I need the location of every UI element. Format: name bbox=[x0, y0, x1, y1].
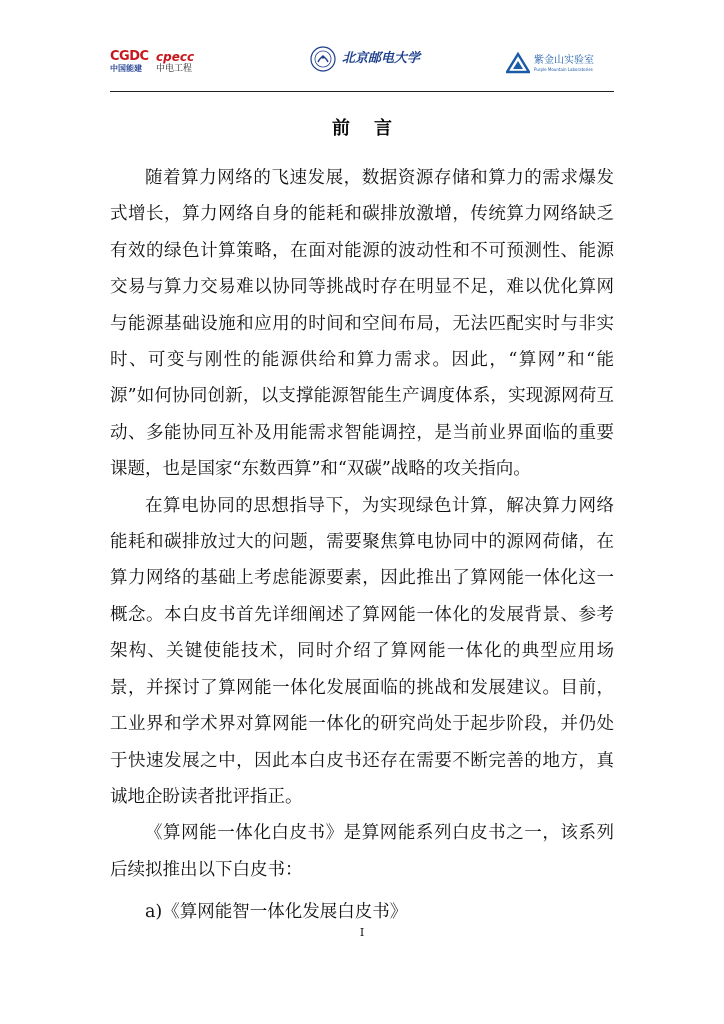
mountain-icon bbox=[506, 52, 530, 74]
bupt-emblem-icon bbox=[310, 46, 336, 72]
paragraph: 《算网能一体化白皮书》是算网能系列白皮书之一，该系列后续拟推出以下白皮书： bbox=[110, 823, 614, 880]
bupt-logo bbox=[310, 46, 420, 72]
list-item: a)《算网能智一体化发展白皮书》 bbox=[145, 902, 408, 923]
bupt-logo-cn: 北京邮电大学 bbox=[342, 51, 421, 66]
paragraph: 在算电协同的思想指导下，为实现绿色计算，解决算力网络能耗和碳排放过大的问题，需要聚焦算电协同中的源网荷储，在算力网络的基础上考虑能源要素，因此推出了算网能一体化这一概念。本白皮书首先详细阐述了算网能一体化的发展背景、参考架构、关键使能技术，同时介绍了算网能一体化的典型应用场景，并探讨了算网能一体化发展面临的挑战和发展建议。目前，工业界和学术界对算网能一体化的研究尚处于起步阶段，并仍处于快速发展之中，因此本白皮书还存在需要不断完善的地方，真诚地企盼读者批评指正。 bbox=[110, 495, 614, 807]
paragraph: 随着算力网络的飞速发展，数据资源存储和算力的需求爆发式增长，算力网络自身的能耗和碳排放激增，传统算力网络缺乏有效的绿色计算策略，在面对能源的波动性和不可预测性、能源交易与算力交易难以协同等挑战时存在明显不足，难以优化算网与能源基础设施和应用的时间和空间布局，无法匹配实时与非实时、可变与刚性的能源供给和算力需求。因此，“算网”和“能源”如何协同创新，以支撑能源智能生产调度体系，实现源网荷互动、多能协同互补及用能需求智能调控，是当前业界面临的重要课题，也是国家“东数西算”和“双碳”战略的攻关指向。 bbox=[110, 168, 614, 480]
pml-logo bbox=[506, 52, 594, 74]
pml-logo-en: Purple Mountain Laboratories bbox=[534, 66, 593, 72]
body-text bbox=[110, 160, 614, 931]
page-number: I bbox=[359, 926, 365, 939]
pml-logo-cn: 紫金山实验室 bbox=[534, 54, 594, 66]
page-title: 前言 bbox=[332, 118, 416, 139]
page-header bbox=[110, 44, 614, 90]
header-divider bbox=[110, 91, 614, 92]
cgdc-logo bbox=[110, 50, 150, 74]
cgdc-logo-cn: 中国能建 bbox=[110, 64, 142, 73]
cpecc-logo-mark: cpecc bbox=[156, 50, 195, 64]
cpecc-logo-cn: 中电工程 bbox=[156, 64, 193, 74]
cgdc-logo-mark: CGDC bbox=[110, 49, 149, 64]
cpecc-logo bbox=[156, 50, 194, 75]
